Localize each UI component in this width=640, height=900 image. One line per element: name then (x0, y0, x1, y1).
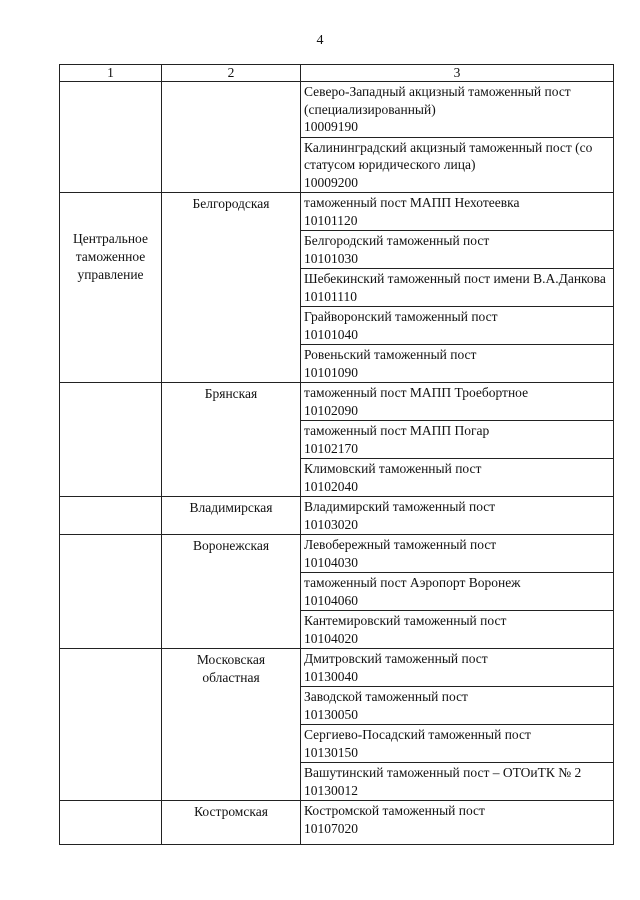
table-row (60, 801, 614, 845)
department-cell (60, 193, 162, 383)
post-name: Грайворонский таможенный пост (304, 309, 498, 324)
post-code: 10130040 (304, 668, 358, 684)
post-name: Климовский таможенный пост (304, 461, 482, 476)
department-cell-empty (60, 497, 162, 535)
post-name: таможенный пост МАПП Нехотеевка (304, 195, 520, 210)
table-row (60, 497, 614, 535)
table-row (60, 82, 614, 193)
post-item (301, 307, 613, 345)
department-name: Центральное таможенное управление (73, 231, 148, 282)
table-row (60, 649, 614, 801)
region-name: Костромская (194, 804, 268, 819)
post-name: Калининградский акцизный таможенный пост (со статусом юридического лица) (304, 139, 593, 172)
post-name: таможенный пост МАПП Погар (304, 423, 490, 438)
post-name: таможенный пост Аэропорт Воронеж (304, 575, 521, 590)
department-cell-empty (60, 535, 162, 649)
post-name: Северо-Западный акцизный таможенный пост (специализированный) (304, 84, 571, 117)
post-code: 10101030 (304, 250, 358, 266)
post-code: 10130050 (304, 706, 358, 722)
region-name: Владимирская (189, 500, 273, 515)
post-name: таможенный пост МАПП Троебортное (304, 385, 529, 400)
post-name: Кантемировский таможенный пост (304, 613, 507, 628)
region-cell (162, 535, 301, 649)
post-item (301, 687, 613, 725)
table-row (60, 535, 614, 649)
post-item (301, 383, 613, 421)
post-code: 10104060 (304, 592, 358, 608)
post-item (301, 573, 613, 611)
region-cell-empty (162, 82, 301, 193)
posts-cell (301, 649, 614, 801)
post-item (301, 611, 613, 648)
post-code: 10101090 (304, 364, 358, 380)
post-code: 10101110 (304, 288, 357, 304)
posts-cell (301, 82, 614, 193)
post-item (301, 649, 613, 687)
posts-cell (301, 497, 614, 535)
post-name: Вашутинский таможенный пост – ОТОиТК № 2 (304, 765, 582, 780)
posts-cell (301, 193, 614, 383)
posts-cell (301, 535, 614, 649)
post-code: 10102090 (304, 402, 358, 418)
region-name: Брянская (204, 386, 258, 401)
post-code: 10104030 (304, 554, 358, 570)
post-code: 10101040 (304, 326, 358, 342)
post-name: Ровеньский таможенный пост (304, 347, 477, 362)
post-item (301, 421, 613, 459)
post-name: Сергиево-Посадский таможенный пост (304, 727, 531, 742)
table-header-row (60, 65, 614, 82)
post-code: 10104020 (304, 630, 358, 646)
post-code: 10102040 (304, 478, 358, 494)
region-cell (162, 383, 301, 497)
region-cell (162, 649, 301, 801)
post-item (301, 459, 613, 496)
posts-cell (301, 801, 614, 845)
post-code: 10107020 (304, 820, 358, 836)
region-name: Воронежская (192, 538, 270, 553)
post-code: 10130150 (304, 744, 358, 760)
post-item (301, 497, 613, 534)
post-name: Левобережный таможенный пост (304, 537, 497, 552)
post-code: 10101120 (304, 212, 358, 228)
region-cell (162, 497, 301, 535)
posts-cell (301, 383, 614, 497)
post-item (301, 345, 613, 382)
table-row (60, 383, 614, 497)
post-item (301, 269, 613, 307)
post-code: 10009190 (304, 119, 358, 134)
post-name: Костромской таможенный пост (304, 803, 485, 818)
post-name: Шебекинский таможенный пост имени В.А.Данкова (304, 271, 606, 286)
customs-posts-table (59, 64, 614, 845)
post-code: 10009200 (304, 174, 358, 190)
post-code: 10130012 (304, 782, 358, 798)
region-name: Московская областная (196, 652, 266, 685)
post-item (301, 725, 613, 763)
region-cell (162, 801, 301, 845)
post-item (301, 138, 613, 193)
table-row (60, 193, 614, 383)
post-name: Белгородский таможенный пост (304, 233, 490, 248)
column-header-3: 3 (301, 65, 614, 82)
department-cell-empty (60, 82, 162, 193)
post-name: Дмитровский таможенный пост (304, 651, 488, 666)
page-number: 4 (316, 33, 324, 48)
post-item (301, 535, 613, 573)
department-cell-empty (60, 649, 162, 801)
post-name: Владимирский таможенный пост (304, 499, 496, 514)
post-item (301, 763, 613, 800)
region-name: Белгородская (192, 196, 270, 211)
column-header-1: 1 (60, 65, 162, 82)
column-header-2: 2 (162, 65, 301, 82)
department-cell-empty (60, 801, 162, 845)
post-code: 10103020 (304, 516, 358, 532)
post-item (301, 231, 613, 269)
post-item (301, 82, 613, 138)
post-item (301, 193, 613, 231)
post-name: Заводской таможенный пост (304, 689, 468, 704)
post-code: 10102170 (304, 440, 358, 456)
region-cell (162, 193, 301, 383)
department-cell-empty (60, 383, 162, 497)
post-item (301, 801, 613, 838)
